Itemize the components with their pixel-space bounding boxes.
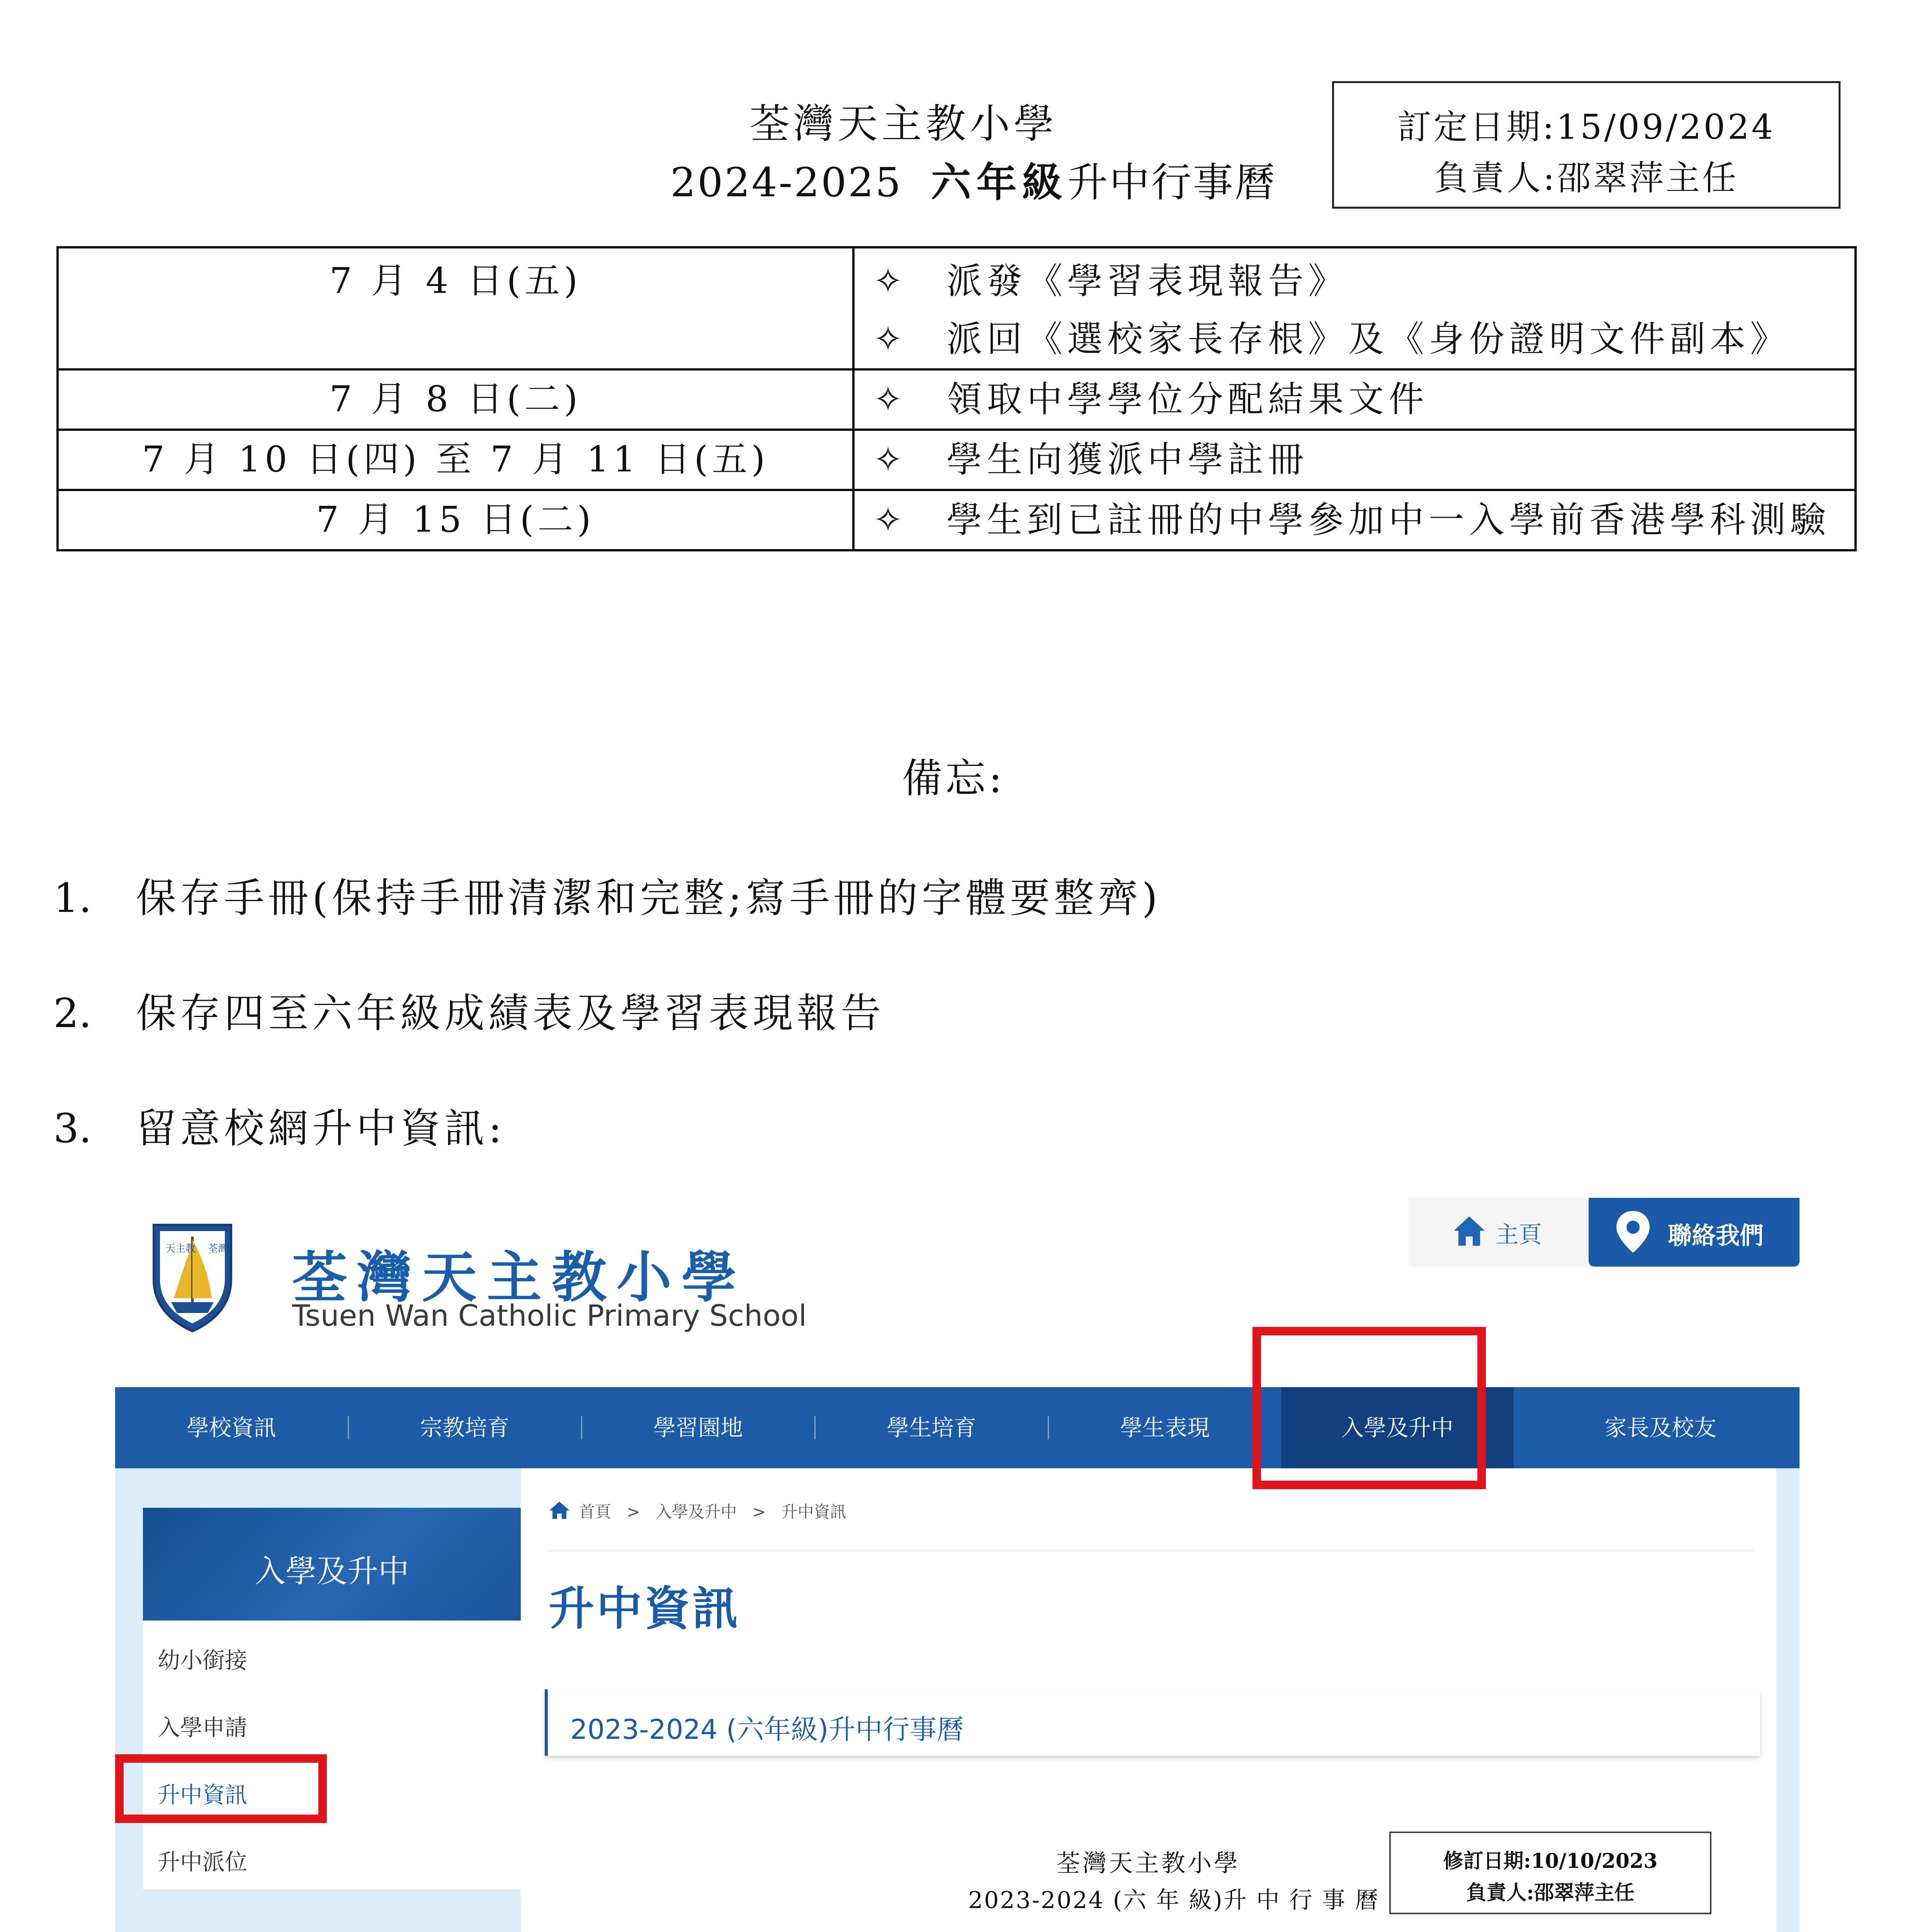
breadcrumb-current: 升中資訊 xyxy=(781,1502,846,1521)
table-row xyxy=(58,369,1856,430)
contact-us-link[interactable] xyxy=(1589,1198,1800,1267)
revision-box xyxy=(1332,81,1841,209)
sidebar-item-kindergarten-transition[interactable]: 幼小銜接 xyxy=(143,1621,521,1689)
svg-text:荃灣: 荃灣 xyxy=(208,1243,228,1255)
date-cell: 7 月 4 日(五) xyxy=(58,247,853,369)
events-cell xyxy=(853,430,1856,490)
home-icon xyxy=(549,1500,570,1520)
site-school-name-cn: 荃灣天主教小學 xyxy=(292,1246,746,1310)
nav-parents-alumni[interactable]: 家長及校友 xyxy=(1604,1415,1716,1441)
nav-admission[interactable]: 入學及升中 xyxy=(1281,1387,1514,1468)
memo-title: 備忘: xyxy=(902,755,1006,802)
sidebar-title: 入學及升中 xyxy=(255,1553,409,1589)
event-line: ✧ 學生向獲派中學註冊 xyxy=(855,431,1854,489)
sidebar-item-secondary-info[interactable]: 升中資訊 xyxy=(143,1755,521,1823)
breadcrumb-separator: > xyxy=(627,1502,641,1521)
date-cell: 7 月 10 日(四) 至 7 月 11 日(五) xyxy=(58,430,853,490)
embedded-person: 負責人:邵翠萍主任 xyxy=(1466,1881,1635,1905)
schedule-table xyxy=(56,246,1857,551)
accordion-title: 2023-2024 (六年級)升中行事曆 xyxy=(570,1714,964,1745)
site-school-name-en: Tsuen Wan Catholic Primary School xyxy=(292,1298,807,1333)
embedded-revised-date: 修訂日期:10/10/2023 xyxy=(1443,1849,1658,1873)
nav-religious-education[interactable]: 宗教培育 xyxy=(420,1415,510,1441)
diamond-bullet-icon: ✧ xyxy=(873,318,903,360)
memo-item: 3. 留意校網升中資訊: xyxy=(53,1105,506,1152)
event-line: ✧ 學生到已註冊的中學參加中一入學前香港學科測驗 xyxy=(855,491,1854,549)
nav-learning[interactable]: 學習園地 xyxy=(653,1415,743,1441)
event-line: ✧ 派發《學習表現報告》 xyxy=(855,252,1854,310)
events-cell xyxy=(853,247,1856,369)
title-grade: 六年級 xyxy=(931,158,1068,206)
memo-item: 2. 保存四至六年級成績表及學習表現報告 xyxy=(53,990,885,1037)
embedded-calendar-title: 2023-2024 (六 年 級)升 中 行 事 曆 xyxy=(968,1887,1379,1914)
breadcrumb xyxy=(549,1499,862,1522)
home-link-label: 主頁 xyxy=(1496,1221,1542,1248)
svg-text:天主教: 天主教 xyxy=(165,1243,196,1255)
sidebar-item-secondary-allocation[interactable]: 升中派位 xyxy=(143,1822,521,1891)
events-cell xyxy=(853,490,1856,550)
table-row xyxy=(58,490,1856,550)
table-row xyxy=(58,247,1856,369)
accordion-header[interactable] xyxy=(545,1689,1760,1756)
embedded-revision-box xyxy=(1389,1832,1711,1914)
home-link[interactable] xyxy=(1409,1198,1589,1267)
breadcrumb-separator: > xyxy=(752,1502,766,1521)
highlight-box-nav xyxy=(1253,1327,1486,1489)
person-in-charge: 負責人:邵翠萍主任 xyxy=(1434,158,1739,198)
diamond-bullet-icon: ✧ xyxy=(873,260,903,302)
memo-item: 1. 保存手冊(保持手冊清潔和完整;寫手冊的字體要整齊) xyxy=(53,874,1162,922)
events-cell xyxy=(853,369,1856,430)
school-name: 荃灣天主教小學 xyxy=(749,100,1058,147)
diamond-bullet-icon: ✧ xyxy=(873,439,903,480)
nav-student-performance[interactable]: 學生表現 xyxy=(1120,1415,1210,1441)
breadcrumb-admission[interactable]: 入學及升中 xyxy=(656,1502,737,1521)
map-pin-icon xyxy=(1612,1209,1654,1255)
event-line: ✧ 領取中學學位分配結果文件 xyxy=(855,371,1854,429)
main-nav xyxy=(115,1387,1800,1468)
divider xyxy=(548,1550,1753,1551)
title-year: 2024-2025 xyxy=(670,159,902,206)
diamond-bullet-icon: ✧ xyxy=(873,499,903,541)
sidebar-item-admission[interactable]: 入學申請 xyxy=(143,1688,521,1756)
date-cell: 7 月 15 日(二) xyxy=(58,490,853,550)
date-cell: 7 月 8 日(二) xyxy=(58,369,853,430)
embedded-school-name: 荃灣天主教小學 xyxy=(1056,1849,1241,1877)
sidebar-header xyxy=(143,1508,521,1621)
nav-student-development[interactable]: 學生培育 xyxy=(886,1415,976,1441)
breadcrumb-home[interactable]: 首頁 xyxy=(579,1502,612,1521)
page-title: 升中資訊 xyxy=(549,1582,741,1635)
school-logo xyxy=(150,1221,235,1333)
website-screenshot xyxy=(115,1198,1800,1932)
contact-us-label: 聯絡我們 xyxy=(1668,1221,1764,1250)
highlight-box-sidebar xyxy=(115,1754,327,1823)
table-row xyxy=(58,430,1856,490)
title-rest: 升中行事曆 xyxy=(1067,159,1276,206)
nav-school-info[interactable]: 學校資訊 xyxy=(186,1415,276,1441)
event-line: ✧ 派回《選校家長存根》及《身份證明文件副本》 xyxy=(855,310,1854,368)
home-icon xyxy=(1452,1213,1487,1248)
calendar-title xyxy=(670,150,1276,208)
diamond-bullet-icon: ✧ xyxy=(873,379,903,420)
revision-date: 訂定日期:15/09/2024 xyxy=(1397,107,1776,147)
